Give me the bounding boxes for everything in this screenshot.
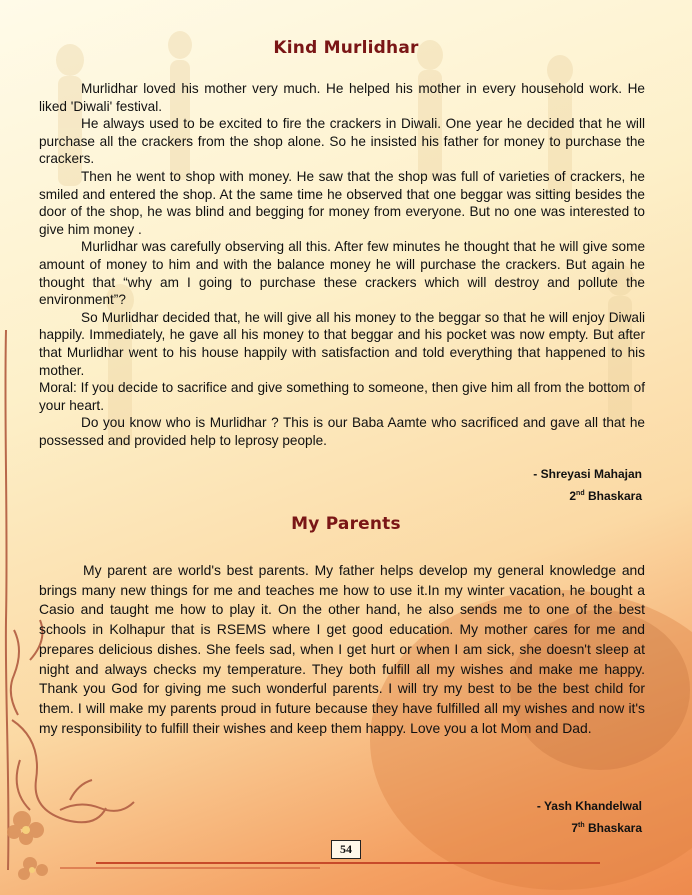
story1-paragraph: Do you know who is Murlidhar ? This is our Baba Aamte who sacrificed and gave all that he possessed and provided help to leprosy people. xyxy=(39,415,645,448)
story1-paragraph: Murlidhar loved his mother very much. He helped his mother in every household work. He liked 'Diwali' festival. xyxy=(39,81,645,114)
story1-author: - Shreyasi Mahajan xyxy=(533,467,642,481)
story2-title: My Parents xyxy=(291,514,401,534)
story1-byline xyxy=(533,465,642,506)
story2-body xyxy=(39,561,645,738)
story1-paragraph: So Murlidhar decided that, he will give all his money to the beggar so that he will enjoy Diwali happily. Immediately, he gave all his money to that beggar and his pocket was now empty. But after that Murlidhar went to his house happily with satisfaction and told everything that happened to his mother. xyxy=(39,309,645,378)
story1-paragraph: He always used to be excited to fire the crackers in Diwali. One year he decided that he will purchase all the crackers from the shop alone. So he insisted his father for money to purchase the crackers. xyxy=(39,116,645,167)
story1-paragraph: Moral: If you decide to sacrifice and give something to someone, then give him all from the bottom of your heart. xyxy=(39,380,645,413)
story2-paragraph: My parent are world's best parents. My father helps develop my general knowledge and brings many new things for me and teaches me how to use it.In my winter vacation, he bought a Casio and taught me how to play it. On the other hand, he also sends me to one of the best schools in Kolhapur that is RSEMS where I get good education. My mother cares for me and prepares delicious dishes. She feels sad, when I get hurt or when I am sick, she doesn't sleep at night and always checks my temperature. They both fulfill all my wishes and make me happy. Thank you God for giving me such wonderful parents. I will try my best to be the best child for them. I will make my parents proud in future because they have fulfilled all my wishes and now it's my responsibility to fulfill their wishes and keep them happy. Love you a lot Mom and Dad. xyxy=(39,562,645,736)
story2-byline xyxy=(537,797,642,838)
story1-class: 2nd Bhaskara xyxy=(569,489,642,503)
story2-author: - Yash Khandelwal xyxy=(536,799,642,813)
story2-class: 7th Bhaskara xyxy=(571,821,642,835)
story1-title: Kind Murlidhar xyxy=(273,38,419,58)
story1-paragraph: Murlidhar was carefully observing all this. After few minutes he thought that he will give some amount of money to him and with the balance money he will purchase the crackers. But again he thought that “why am I going to purchase these crackers which will destroy and pollute the environment”? xyxy=(39,239,645,308)
story1-body xyxy=(39,80,645,449)
story1-paragraph: Then he went to shop with money. He saw that the shop was full of varieties of crackers, he smiled and entered the shop. At the same time he observed that one beggar was sitting besides the door of the shop, he was blind and begging for money from everyone. But no one was interested to give him money . xyxy=(39,168,645,237)
page-number: 54 xyxy=(331,840,361,859)
